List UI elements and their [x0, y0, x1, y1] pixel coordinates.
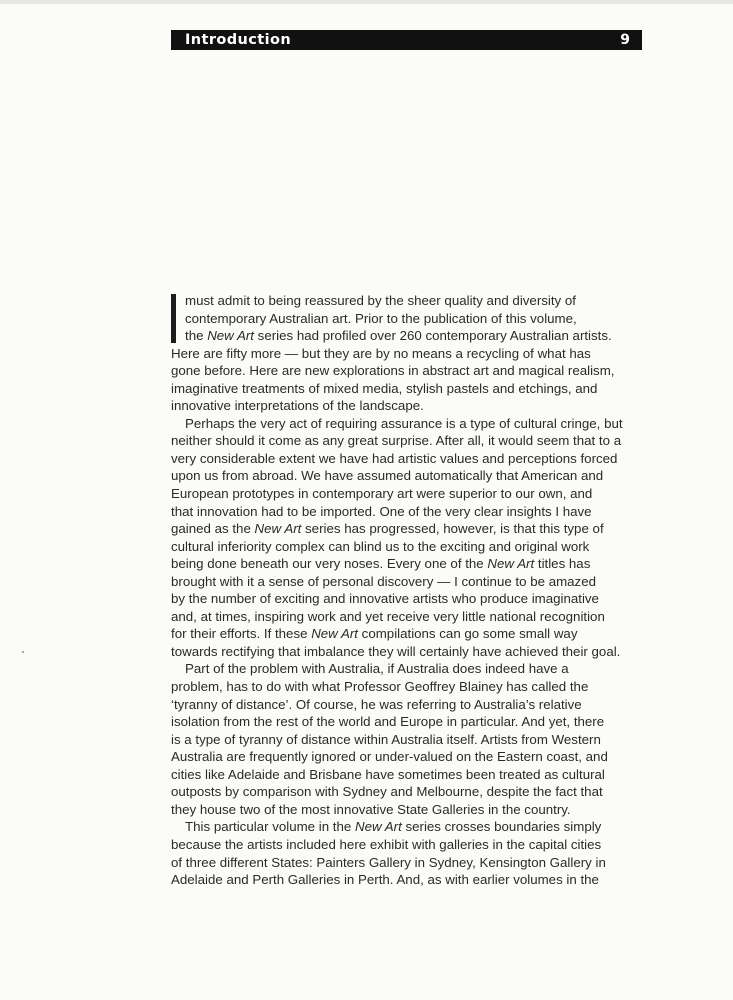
text-line: by the number of exciting and innovative artists who produce imaginative [171, 591, 599, 607]
drop-cap-letter [171, 294, 176, 343]
text-line: neither should it come as any great surprise. After all, it would seem that to a [171, 433, 622, 449]
page-top-edge [0, 0, 733, 4]
text-line: imaginative treatments of mixed media, stylish pastels and etchings, and [171, 380, 598, 396]
text-line: Adelaide and Perth Galleries in Perth. And, as with earlier volumes in the [171, 872, 599, 888]
text-line: being done beneath our very noses. Every one of the New Art titles has [171, 556, 591, 572]
running-header [171, 30, 642, 50]
text-line: contemporary Australian art. Prior to the publication of this volume, [185, 310, 577, 326]
text-line: must admit to being reassured by the sheer quality and diversity of [185, 293, 576, 308]
text-line: of three different States: Painters Gallery in Sydney, Kensington Gallery in [171, 854, 606, 870]
text-line: Australia are frequently ignored or under-valued on the Eastern coast, and [171, 749, 608, 765]
text-line: upon us from abroad. We have assumed automatically that American and [171, 468, 604, 484]
text-line: innovative interpretations of the landscape. [171, 398, 424, 414]
text-line: brought with it a sense of personal discovery — I continue to be amazed [171, 573, 597, 589]
body-text [171, 292, 646, 889]
page-number: 9 [620, 32, 630, 48]
text-line: outposts by comparison with Sydney and Melbourne, despite the fact that [171, 784, 603, 800]
section-title: Introduction [185, 32, 292, 48]
text-line: Here are fifty more — but they are by no means a recycling of what has [171, 345, 591, 361]
text-line: gained as the New Art series has progressed, however, is that this type of [171, 521, 604, 537]
text-line: European prototypes in contemporary art were superior to our own, and [171, 486, 593, 502]
text-line: and, at times, inspiring work and yet receive very little national recognition [171, 608, 605, 624]
text-line: cities like Adelaide and Brisbane have sometimes been treated as cultural [171, 766, 605, 782]
text-line: for their efforts. If these New Art compilations can go some small way [171, 626, 578, 642]
text-line: that innovation had to be imported. One of the very clear insights I have [171, 503, 592, 519]
text-line: Part of the problem with Australia, if Australia does indeed have a [185, 661, 569, 677]
text-line: because the artists included here exhibit with galleries in the capital cities [171, 836, 602, 852]
text-line: problem, has to do with what Professor Geoffrey Blainey has called the [171, 679, 589, 695]
text-line: is a type of tyranny of distance within Australia itself. Artists from Western [171, 731, 601, 747]
text-line: This particular volume in the New Art series crosses boundaries simply [185, 819, 602, 835]
text-line: Perhaps the very act of requiring assurance is a type of cultural cringe, but [185, 415, 623, 431]
scan-speck [22, 651, 24, 653]
text-line: gone before. Here are new explorations in abstract art and magical realism, [171, 363, 615, 379]
text-line: isolation from the rest of the world and Europe in particular. And yet, there [171, 714, 605, 730]
text-line: they house two of the most innovative State Galleries in the country. [171, 801, 571, 817]
text-line: towards rectifying that imbalance they will certainly have achieved their goal. [171, 643, 621, 659]
text-line: ‘tyranny of distance’. Of course, he was referring to Australia’s relative [171, 696, 582, 712]
text-line: very considerable extent we have had artistic values and perceptions forced [171, 450, 618, 466]
text-line: cultural inferiority complex can blind us to the exciting and original work [171, 538, 590, 554]
text-line: the New Art series had profiled over 260 contemporary Australian artists. [185, 328, 612, 344]
